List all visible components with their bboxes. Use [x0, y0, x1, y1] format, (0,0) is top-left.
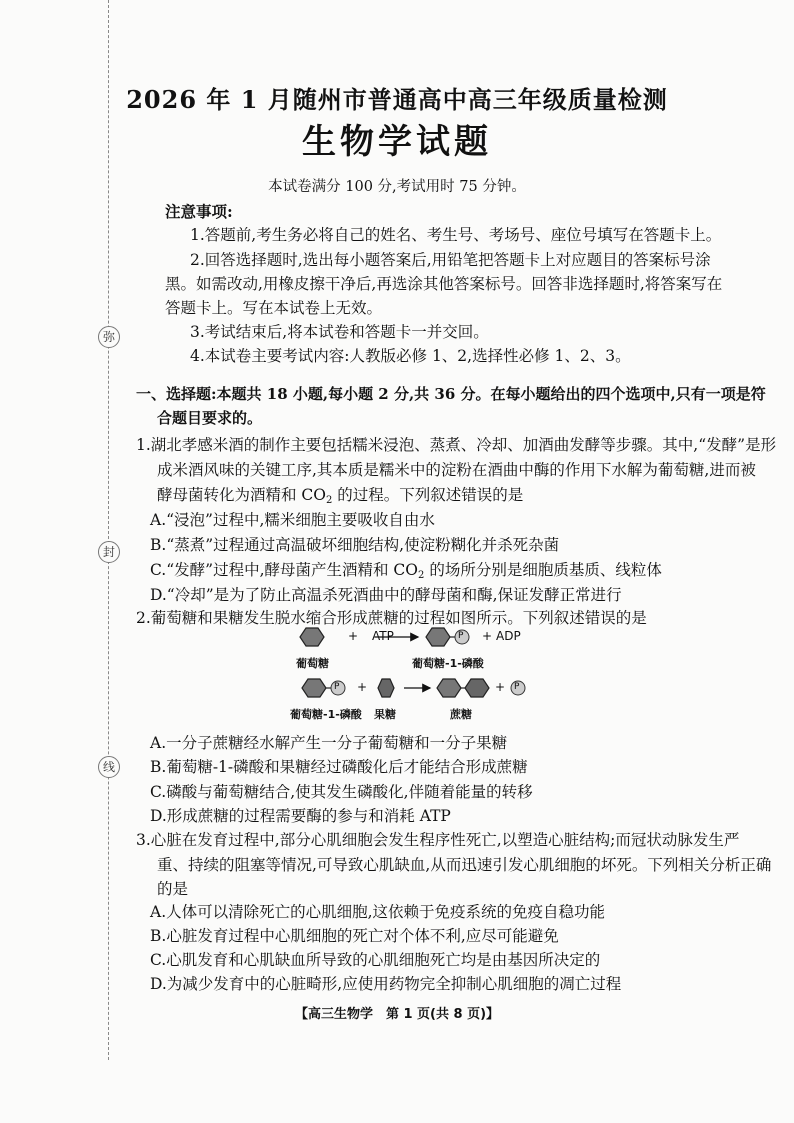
section-heading-line1: 一、选择题:本题共 18 小题,每小题 2 分,共 36 分。在每小题给出的四个选项中,只有一项是符: [136, 385, 766, 403]
glucose-icon: [300, 628, 324, 646]
notes-line-2: 2.回答选择题时,选出每小题答案后,用铅笔把答题卡上对应题目的答案标号涂: [190, 251, 711, 269]
q2-stem: 2.葡萄糖和果糖发生脱水缩合形成蔗糖的过程如图所示。下列叙述错误的是: [136, 609, 647, 627]
q3-stem-line2: 重、持续的阻塞等情况,可导致心肌缺血,从而迅速引发心肌细胞的坏死。下列相关分析正确: [157, 856, 772, 874]
plus-sign: +: [348, 629, 359, 643]
plus-sign: +: [357, 680, 368, 694]
q3-option-d: D.为减少发育中的心脏畸形,应使用药物完全抑制心肌细胞的凋亡过程: [150, 975, 622, 993]
exam-title-line2: 生物学试题: [302, 122, 492, 162]
notes-heading: 注意事项:: [165, 202, 233, 221]
sucrose-synthesis-figure: [290, 620, 550, 725]
fructose-label: 果糖: [374, 708, 396, 721]
phosphate-label: P: [514, 682, 520, 692]
plus-sign: +: [495, 680, 506, 694]
q3-option-a: A.人体可以清除死亡的心肌细胞,这依赖于免疫系统的免疫自稳功能: [150, 903, 606, 921]
g1p-label: 葡萄糖-1-磷酸: [412, 657, 484, 670]
glucose-1-phosphate-icon: [302, 679, 326, 697]
g1p-label-2: 葡萄糖-1-磷酸: [290, 708, 362, 721]
q2-option-c: C.磷酸与葡萄糖结合,使其发生磷酸化,伴随着能量的转移: [150, 783, 533, 801]
binding-mark-mi: 弥: [98, 326, 120, 348]
q3-option-c: C.心肌发育和心肌缺血所导致的心肌细胞死亡均是由基因所决定的: [150, 951, 601, 969]
sucrose-label: 蔗糖: [450, 708, 472, 721]
plus-sign: +: [482, 629, 493, 643]
binding-mark-feng: 封: [98, 541, 120, 563]
notes-line-5: 3.考试结束后,将本试卷和答题卡一并交回。: [190, 323, 489, 341]
atp-label: ATP: [372, 629, 394, 643]
exam-title-line1: 2026 年 1 月随州市普通高中高三年级质量检测: [126, 85, 668, 114]
q3-stem-line3: 的是: [157, 880, 189, 898]
q2-option-d: D.形成蔗糖的过程需要酶的参与和消耗 ATP: [150, 807, 451, 825]
glucose-label: 葡萄糖: [296, 657, 329, 670]
binding-mark-xian: 线: [98, 756, 120, 778]
notes-line-6: 4.本试卷主要考试内容:人教版必修 1、2,选择性必修 1、2、3。: [190, 347, 631, 365]
phosphate-label: P: [458, 631, 464, 641]
exam-info: 本试卷满分 100 分,考试用时 75 分钟。: [268, 179, 526, 195]
glucose-phosphate-icon: [426, 628, 450, 646]
q1-option-a: A.“浸泡”过程中,糯米细胞主要吸收自由水: [150, 511, 435, 529]
q1-stem-line2: 成米酒风味的关键工序,其本质是糯米中的淀粉在酒曲中酶的作用下水解为葡萄糖,进而被: [157, 461, 756, 479]
page-footer: 【高三生物学 第 1 页(共 8 页)】: [294, 1007, 500, 1022]
notes-line-1: 1.答题前,考生务必将自己的姓名、考生号、考场号、座位号填写在答题卡上。: [190, 226, 722, 244]
notes-line-4: 答题卡上。写在本试卷上无效。: [165, 299, 383, 317]
phosphate-label: P: [334, 682, 340, 692]
notes-line-3: 黑。如需改动,用橡皮擦干净后,再选涂其他答案标号。回答非选择题时,将答案写在: [165, 275, 723, 293]
q3-stem-line1: 3.心脏在发育过程中,部分心肌细胞会发生程序性死亡,以塑造心脏结构;而冠状动脉发生严: [136, 831, 740, 849]
section-heading-line2: 合题目要求的。: [157, 409, 263, 427]
q2-option-a: A.一分子蔗糖经水解产生一分子葡萄糖和一分子果糖: [150, 734, 508, 752]
q3-option-b: B.心脏发育过程中心肌细胞的死亡对个体不利,应尽可能避免: [150, 927, 559, 945]
q1-option-b: B.“蒸煮”过程通过高温破坏细胞结构,使淀粉糊化并杀死杂菌: [150, 536, 560, 554]
adp-label: ADP: [496, 629, 521, 643]
q1-stem-line1: 1.湖北孝感米酒的制作主要包括糯米浸泡、蒸煮、冷却、加酒曲发酵等步骤。其中,“发酵”是形: [136, 436, 777, 454]
q1-option-d: D.“冷却”是为了防止高温杀死酒曲中的酵母菌和酶,保证发酵正常进行: [150, 586, 622, 604]
sucrose-glucose-icon: [437, 679, 461, 697]
fructose-icon: [378, 679, 394, 697]
q1-stem-line3: 酵母菌转化为酒精和 $CO_2$ 的过程。下列叙述错误的是: [157, 486, 524, 506]
q2-option-b: B.葡萄糖-1-磷酸和果糖经过磷酸化后才能结合形成蔗糖: [150, 758, 528, 776]
sucrose-fructose-icon: [465, 679, 489, 697]
q1-option-c: C.“发酵”过程中,酵母菌产生酒精和 $CO_2$ 的场所分别是细胞质基质、线粒体: [150, 561, 662, 581]
